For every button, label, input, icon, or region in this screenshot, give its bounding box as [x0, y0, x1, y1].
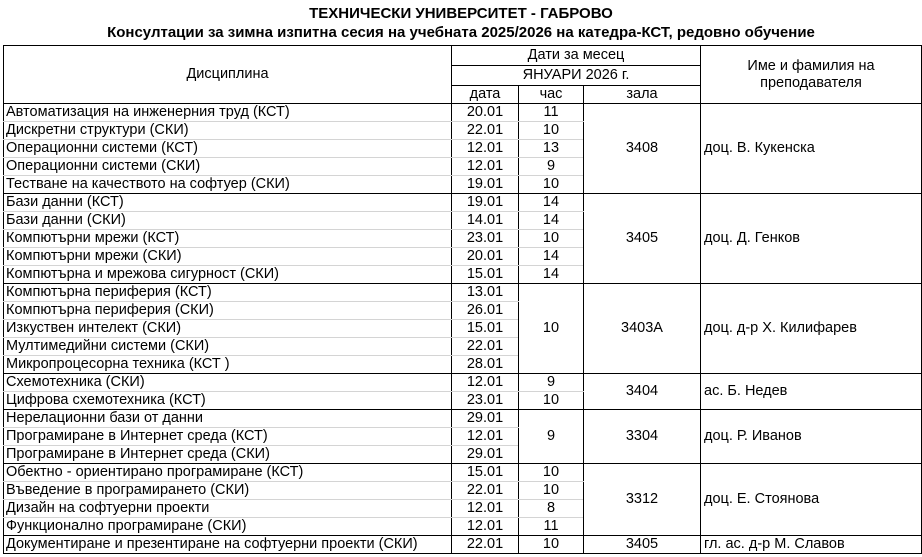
subject-cell: Нерелационни бази от данни	[4, 410, 452, 428]
subject-cell: Компютърна и мрежова сигурност (СКИ)	[4, 266, 452, 284]
room-cell: 3312	[584, 464, 701, 536]
teacher-cell: доц. д-р Х. Килифарев	[701, 284, 922, 374]
date-cell: 20.01	[452, 248, 519, 266]
hour-cell: 10	[519, 464, 584, 482]
subject-cell: Изкуствен интелект (СКИ)	[4, 320, 452, 338]
date-cell: 15.01	[452, 464, 519, 482]
subject-cell: Микропроцесорна техника (КСТ )	[4, 356, 452, 374]
hour-cell: 10	[519, 482, 584, 500]
dates-group-header: Дати за месец	[452, 46, 701, 66]
date-cell: 28.01	[452, 356, 519, 374]
date-cell: 22.01	[452, 338, 519, 356]
subject-header: Дисциплина	[4, 46, 452, 104]
date-cell: 14.01	[452, 212, 519, 230]
date-cell: 20.01	[452, 104, 519, 122]
date-cell: 12.01	[452, 428, 519, 446]
subject-cell: Операционни системи (КСТ)	[4, 140, 452, 158]
consultation-table	[3, 45, 922, 554]
subject-cell: Бази данни (КСТ)	[4, 194, 452, 212]
date-cell: 12.01	[452, 518, 519, 536]
teacher-cell: ас. Б. Недев	[701, 374, 922, 410]
hour-cell: 14	[519, 266, 584, 284]
table-body	[4, 104, 922, 554]
subject-cell: Компютърни мрежи (КСТ)	[4, 230, 452, 248]
subject-cell: Дизайн на софтуерни проекти	[4, 500, 452, 518]
date-cell: 22.01	[452, 122, 519, 140]
table-row	[4, 284, 922, 302]
date-cell: 22.01	[452, 536, 519, 554]
hour-cell: 10	[519, 392, 584, 410]
subject-cell: Бази данни (СКИ)	[4, 212, 452, 230]
room-cell: 3304	[584, 410, 701, 464]
teacher-cell: доц. Е. Стоянова	[701, 464, 922, 536]
hour-cell: 13	[519, 140, 584, 158]
date-cell: 23.01	[452, 392, 519, 410]
subject-cell: Цифрова схемотехника (КСТ)	[4, 392, 452, 410]
subject-cell: Дискретни структури (СКИ)	[4, 122, 452, 140]
subject-cell: Компютърни мрежи (СКИ)	[4, 248, 452, 266]
date-cell: 23.01	[452, 230, 519, 248]
date-cell: 26.01	[452, 302, 519, 320]
room-cell: 3405	[584, 194, 701, 284]
table-row	[4, 104, 922, 122]
subject-cell: Компютърна периферия (КСТ)	[4, 284, 452, 302]
date-cell: 29.01	[452, 446, 519, 464]
hour-cell: 14	[519, 248, 584, 266]
hour-cell: 11	[519, 104, 584, 122]
hour-header: час	[519, 86, 584, 104]
subject-cell: Компютърна периферия (СКИ)	[4, 302, 452, 320]
subject-cell: Програмиране в Интернет среда (КСТ)	[4, 428, 452, 446]
hour-cell: 10	[519, 176, 584, 194]
date-cell: 19.01	[452, 194, 519, 212]
subject-cell: Мултимедийни системи (СКИ)	[4, 338, 452, 356]
hour-cell: 14	[519, 194, 584, 212]
date-cell: 12.01	[452, 374, 519, 392]
subject-cell: Автоматизация на инженерния труд (КСТ)	[4, 104, 452, 122]
hour-cell: 9	[519, 410, 584, 464]
subject-cell: Обектно - ориентирано програмиране (КСТ)	[4, 464, 452, 482]
date-cell: 12.01	[452, 140, 519, 158]
date-cell: 29.01	[452, 410, 519, 428]
hour-cell: 8	[519, 500, 584, 518]
table-row	[4, 410, 922, 428]
subject-cell: Схемотехника (СКИ)	[4, 374, 452, 392]
subject-cell: Документиране и презентиране на софтуерни проекти (СКИ)	[4, 536, 452, 554]
teacher-cell: доц. Д. Генков	[701, 194, 922, 284]
table-row	[4, 464, 922, 482]
hour-cell: 10	[519, 122, 584, 140]
teacher-cell: гл. ас. д-р М. Славов	[701, 536, 922, 554]
subject-cell: Въведение в програмирането (СКИ)	[4, 482, 452, 500]
hour-cell: 14	[519, 212, 584, 230]
room-cell: 3408	[584, 104, 701, 194]
date-cell: 13.01	[452, 284, 519, 302]
document-subtitle: Консултации за зимна изпитна сесия на учебната 2025/2026 на катедра-КСТ, редовно обучение	[107, 24, 815, 41]
date-cell: 15.01	[452, 266, 519, 284]
teacher-header: Име и фамилия на преподавателя	[701, 46, 922, 104]
room-cell: 3403А	[584, 284, 701, 374]
room-header: зала	[584, 86, 701, 104]
hour-cell: 10	[519, 284, 584, 374]
hour-cell: 9	[519, 158, 584, 176]
subject-cell: Програмиране в Интернет среда (СКИ)	[4, 446, 452, 464]
document-title: ТЕХНИЧЕСКИ УНИВЕРСИТЕТ - ГАБРОВО	[309, 5, 613, 22]
hour-cell: 10	[519, 536, 584, 554]
hour-cell: 11	[519, 518, 584, 536]
room-cell: 3404	[584, 374, 701, 410]
subject-cell: Операционни системи (СКИ)	[4, 158, 452, 176]
hour-cell: 9	[519, 374, 584, 392]
table-row	[4, 536, 922, 554]
date-cell: 12.01	[452, 158, 519, 176]
table-row	[4, 194, 922, 212]
date-cell: 15.01	[452, 320, 519, 338]
subject-cell: Функционално програмиране (СКИ)	[4, 518, 452, 536]
hour-cell: 10	[519, 230, 584, 248]
subject-cell: Тестване на качеството на софтуер (СКИ)	[4, 176, 452, 194]
date-header: дата	[452, 86, 519, 104]
room-cell: 3405	[584, 536, 701, 554]
table-row	[4, 374, 922, 392]
date-cell: 19.01	[452, 176, 519, 194]
teacher-cell: доц. В. Кукенска	[701, 104, 922, 194]
teacher-cell: доц. Р. Иванов	[701, 410, 922, 464]
date-cell: 12.01	[452, 500, 519, 518]
month-header: ЯНУАРИ 2026 г.	[452, 66, 701, 86]
date-cell: 22.01	[452, 482, 519, 500]
